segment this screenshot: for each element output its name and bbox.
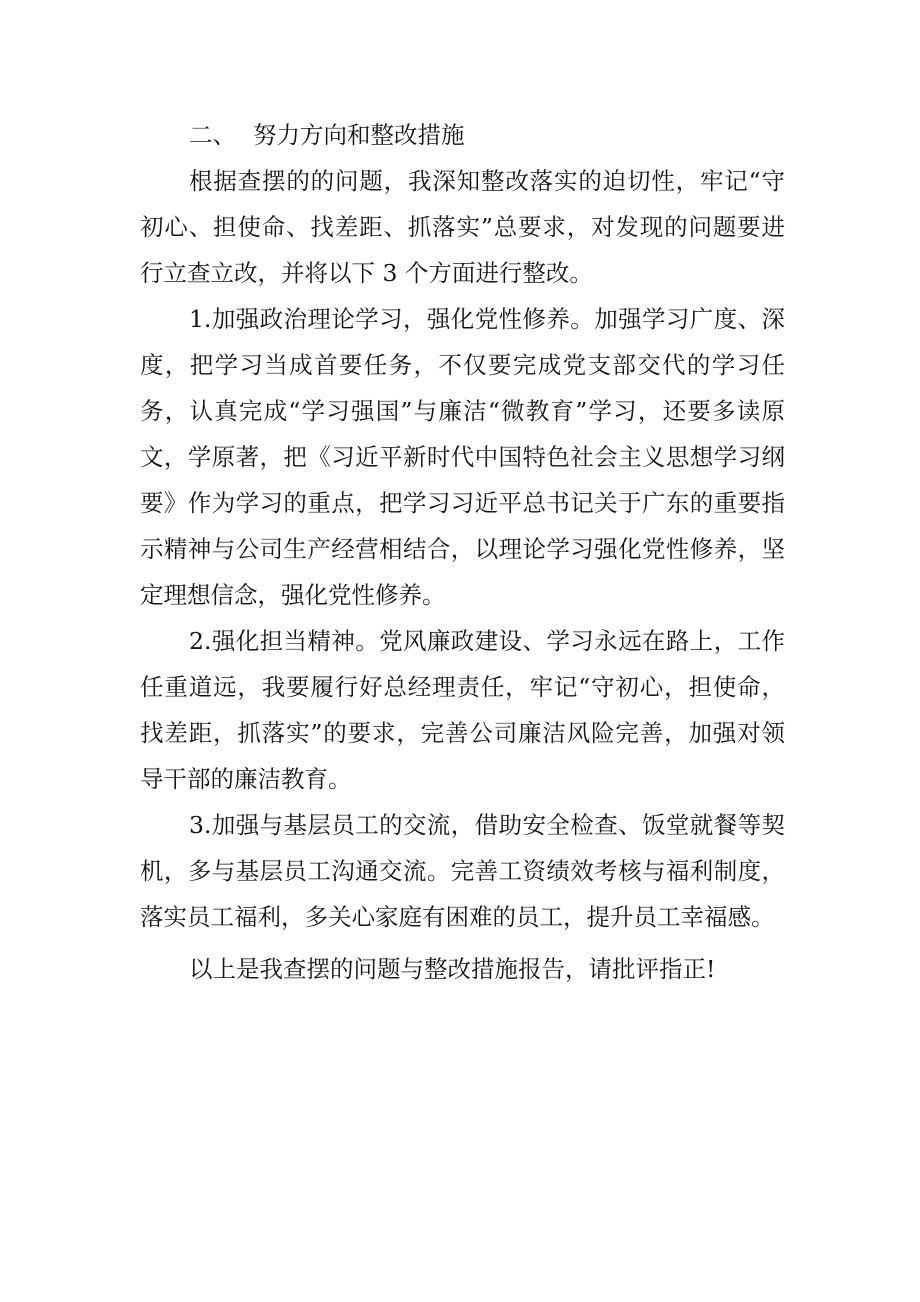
document-page: [140, 112, 785, 992]
section-number: 二、: [189, 121, 236, 149]
closing-paragraph: 以上是我查摆的问题与整改措施报告，请批评指正!: [189, 955, 716, 983]
measure-paragraph-1: 1.加强政治理论学习，强化党性修养。加强学习广度、深度，把学习当成首要任务，不仅要完成党支部交代的学习任务，认真完成“学习强国”与廉洁“微教育”学习，还要多读原文，学原著，把《习近平新时代中国特色社会主义思想学习纲要》作为学习的重点，把学习习近平总书记关于广东的重要指示精神与公司生产经营相结合，以理论学习强化党性修养，坚定理想信念，强化党性修养。: [140, 305, 785, 609]
measure-paragraph-3: 3.加强与基层员工的交流，借助安全检查、饭堂就餐等契机，多与基层员工沟通交流。完善工资绩效考核与福利制度，落实员工福利，多关心家庭有困难的员工，提升员工幸福感。: [140, 811, 785, 931]
intro-paragraph: 根据查摆的的问题，我深知整改落实的迫切性，牢记“守初心、担使命、找差距、抓落实”总要求，对发现的问题要进行立查立改，并将以下 3 个方面进行整改。: [140, 167, 785, 287]
section-title: 努力方向和整改措施: [253, 121, 465, 149]
section-heading: [140, 112, 785, 158]
measure-paragraph-2: 2.强化担当精神。党风廉政建设、学习永远在路上，工作任重道远，我要履行好总经理责任，牢记“守初心，担使命，找差距，抓落实”的要求，完善公司廉洁风险完善，加强对领导干部的廉洁教育。: [140, 627, 785, 793]
